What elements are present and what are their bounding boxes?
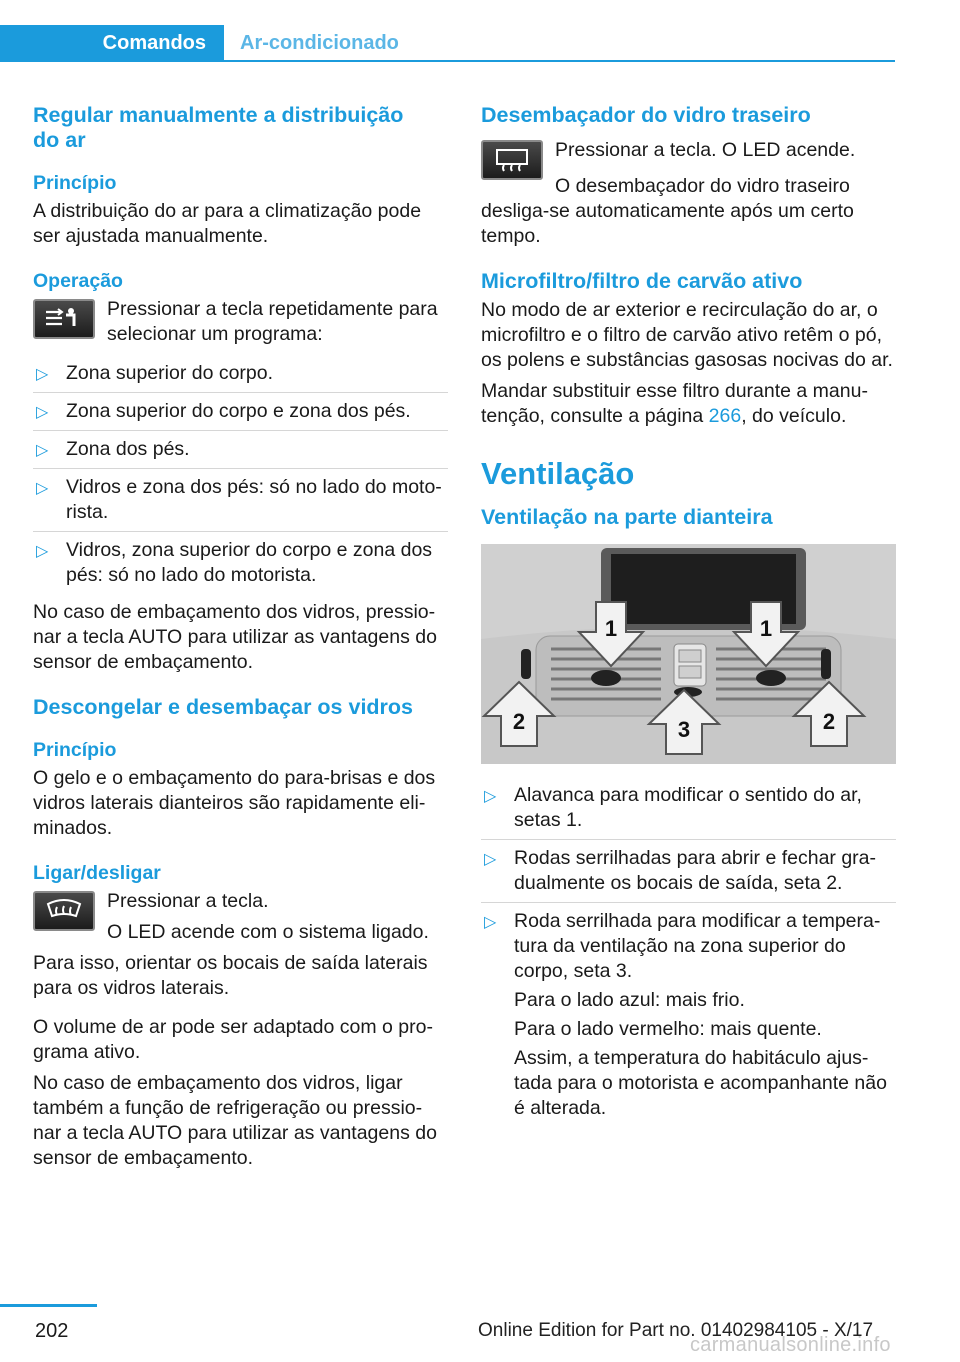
program-list xyxy=(33,361,448,594)
figure-label-2-left: 2 xyxy=(512,709,526,734)
ligar-text-1: Pressionar a tecla. xyxy=(107,890,269,912)
triangle-bullet-icon: ▷ xyxy=(484,788,497,805)
left-column xyxy=(33,103,448,1177)
desembacador-text-1: Pressionar a tecla. O LED acende. xyxy=(555,139,856,161)
section-title-ventilacao-dianteira: Ventilação na parte dianteira xyxy=(481,505,773,529)
section-title-distribuicao: Regular manualmente a distribuição do ar xyxy=(33,103,404,152)
list-item: ▷ Vidros, zona superior do corpo e zona dos pés: só no lado do motorista. xyxy=(36,539,433,586)
operacao-row xyxy=(33,297,448,353)
footer-rule xyxy=(0,1304,97,1307)
embacamento-text: No caso de embaçamento dos vidros, pressio-nar a tecla AUTO para utilizar as vantagens do sensor de embaçamento. xyxy=(33,601,437,673)
triangle-bullet-icon: ▷ xyxy=(36,543,49,560)
subheading-principio-1: Princípio xyxy=(33,172,117,194)
list-item: ▷ Rodas serrilhadas para abrir e fechar gra-dualmente os bocais de saída, seta 2. xyxy=(481,846,896,903)
right-column xyxy=(481,103,896,1133)
operacao-text: Pressionar a tecla repetidamente para selecionar um programa: xyxy=(107,298,438,345)
section-title-descongelar: Descongelar e desembaçar os vidros xyxy=(33,695,414,719)
triangle-bullet-icon: ▷ xyxy=(36,442,49,459)
rear-defrost-key-icon xyxy=(481,140,543,180)
triangle-bullet-icon: ▷ xyxy=(36,480,49,497)
list-item: ▷ Zona superior do corpo. xyxy=(33,361,448,393)
page-number: 202 xyxy=(35,1320,69,1342)
tab-ar-condicionado[interactable]: Ar-condicionado xyxy=(240,32,399,54)
desembacador-text-2: O desembaçador do vidro traseiro desliga-se automaticamente após um certo tempo. xyxy=(481,175,854,247)
microfiltro-text-2: Mandar substituir esse filtro durante a manu-tenção, consulte a página 266, do veículo. xyxy=(481,380,868,427)
triangle-bullet-icon: ▷ xyxy=(484,914,497,931)
vent-extra-2: Para o lado vermelho: mais quente. xyxy=(514,1018,822,1040)
air-distribution-key-icon xyxy=(33,299,95,339)
list-item: ▷ Vidros e zona dos pés: só no lado do moto-rista. xyxy=(33,475,448,532)
triangle-bullet-icon: ▷ xyxy=(36,366,49,383)
figure-label-1-left: 1 xyxy=(604,616,618,641)
subheading-ligar-desligar: Ligar/desligar xyxy=(33,862,161,884)
subheading-principio-2: Princípio xyxy=(33,739,117,761)
ligar-text-3: Para isso, orientar os bocais de saída laterais para os vidros laterais. xyxy=(33,952,428,999)
figure-label-1-right: 1 xyxy=(759,616,773,641)
watermark: carmanualsonline.info xyxy=(690,1334,891,1356)
figure-label-3: 3 xyxy=(677,717,691,742)
list-item: ▷ Zona superior do corpo e zona dos pés. xyxy=(33,399,448,431)
edition-text: Online Edition for Part no. 01402984105 - X/17 xyxy=(478,1320,874,1341)
vent-extra-3: Assim, a temperatura do habitáculo ajus-tada para o motorista e acompanhante não é alterada. xyxy=(514,1047,887,1119)
triangle-bullet-icon: ▷ xyxy=(484,851,497,868)
page-link-266[interactable]: 266 xyxy=(708,405,742,427)
section-title-desembacador: Desembaçador do vidro traseiro xyxy=(481,103,811,127)
list-item: ▷ Zona dos pés. xyxy=(33,437,448,469)
ligar-text-2: O LED acende com o sistema ligado. xyxy=(107,921,429,943)
vent-extra-1: Para o lado azul: mais frio. xyxy=(514,989,745,1011)
figure-label-2-right: 2 xyxy=(822,709,836,734)
section-title-microfiltro: Microfiltro/filtro de carvão ativo xyxy=(481,269,803,293)
ligar-row xyxy=(33,889,448,951)
principio-1-text: A distribuição do ar para a climatização pode ser ajustada manualmente. xyxy=(33,200,422,247)
principio-2-text: O gelo e o embaçamento do para-brisas e dos vidros laterais dianteiros são rapidamente eli-minados. xyxy=(33,767,436,839)
final-text: No caso de embaçamento dos vidros, ligar também a função de refrigeração ou pressio-nar a tecla AUTO para utilizar as vantagens do sensor de embaçamento. xyxy=(33,1072,437,1169)
volume-text: O volume de ar pode ser adaptado com o pro-grama ativo. xyxy=(33,1016,433,1063)
dashboard-vent-figure xyxy=(481,544,896,764)
list-item: ▷ Alavanca para modificar o sentido do ar, setas 1. xyxy=(481,783,896,840)
microfiltro-text-1: No modo de ar exterior e recirculação do ar, o microfiltro e o filtro de carvão ativo retêm o pó, os polens e substâncias gasosas nocivas do ar. xyxy=(481,299,893,371)
subheading-operacao: Operação xyxy=(33,270,123,292)
tab-comandos[interactable]: Comandos xyxy=(0,25,224,62)
triangle-bullet-icon: ▷ xyxy=(36,404,49,421)
list-item: ▷ Roda serrilhada para modificar a tempera-tura da ventilação na zona superior do corpo, seta 3. Para o lado azul: mais frio. Para o lado vermelho: mais quente. Assim, a temperatura do habitáculo ajus-tada para o motorista e acompanhante não é alterada. xyxy=(481,909,896,1127)
heading-ventilacao: Ventilação xyxy=(481,456,635,491)
vent-list xyxy=(481,783,896,1127)
windshield-defrost-key-icon xyxy=(33,891,95,931)
header-rule xyxy=(0,60,895,62)
